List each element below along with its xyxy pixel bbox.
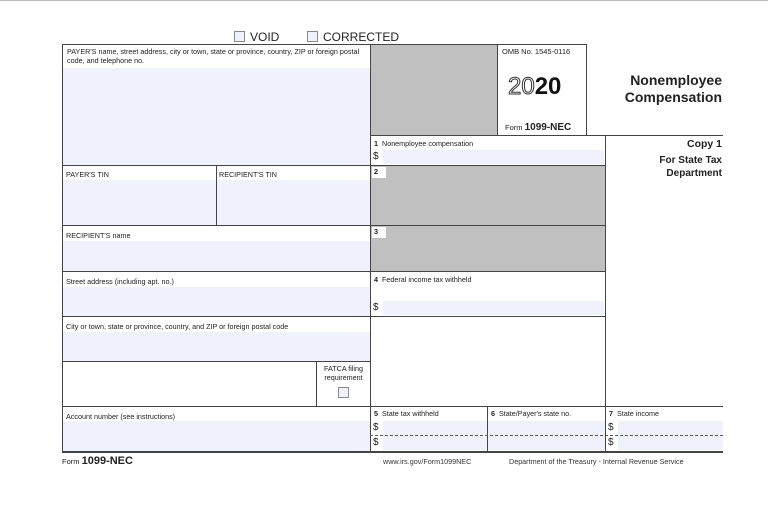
corrected-label: CORRECTED (323, 30, 400, 44)
top-divider (0, 0, 768, 1)
payer-label: PAYER'S name, street address, city or town, state or province, country, ZIP or foreign postal code, and telephone no. (67, 47, 360, 65)
footer-form-prefix: Form (62, 457, 80, 466)
form-name: 1099-NEC (524, 122, 572, 133)
year-outline: 20 (508, 73, 535, 100)
box6-input-1[interactable] (488, 421, 605, 435)
city-label: City or town, state or province, country, and ZIP or foreign postal code (66, 322, 289, 331)
box2-shaded (371, 166, 605, 225)
year-bold: 20 (534, 73, 562, 100)
box7-dollar-2: $ (608, 437, 614, 448)
omb-form-id (505, 122, 571, 133)
box4-dollar: $ (373, 302, 379, 313)
omb-left-border (497, 44, 498, 135)
street-input[interactable] (63, 287, 370, 316)
box5-input-2[interactable] (383, 436, 487, 450)
box4-input[interactable] (383, 301, 604, 315)
account-row-top (62, 406, 723, 407)
footer-dept: Department of the Treasury - Internal Revenue Service (509, 457, 684, 466)
payer-tin-label: PAYER'S TIN (66, 170, 109, 179)
recipient-name-input[interactable] (63, 241, 370, 271)
box7-dollar-1: $ (608, 422, 614, 433)
account-input[interactable] (63, 421, 370, 451)
footer-url[interactable]: www.irs.gov/Form1099NEC (383, 457, 472, 466)
tax-year (508, 73, 561, 101)
box7-label: 7 State income (609, 409, 659, 418)
account-label: Account number (see instructions) (66, 412, 176, 421)
copy-dept-label: Department (666, 168, 722, 179)
void-label: VOID (250, 30, 280, 44)
omb-number: OMB No. 1545-0116 (502, 47, 571, 56)
omb-right-border (586, 44, 587, 135)
payer-tin-input[interactable] (63, 180, 216, 225)
box5-label: 5 State tax withheld (374, 409, 439, 418)
payer-input[interactable] (63, 68, 370, 165)
copy-info (610, 138, 722, 180)
box1-dollar: $ (373, 151, 379, 162)
fatca-checkbox[interactable] (338, 387, 349, 398)
box3-shaded (371, 226, 605, 271)
box5-dollar-2: $ (373, 437, 379, 448)
box7-input-1[interactable] (618, 421, 723, 435)
box1-input[interactable] (383, 150, 604, 164)
city-row-top (62, 316, 605, 317)
recipient-name-label: RECIPIENT'S name (66, 231, 131, 240)
copy-label: Copy 1 (686, 138, 722, 150)
corrected-checkbox[interactable] (307, 31, 318, 42)
footer-form-name: 1099-NEC (81, 455, 133, 467)
state-row-divider (370, 435, 723, 436)
box1-top-border (370, 135, 723, 136)
title-line1: Nonemployee (630, 72, 722, 88)
city-input[interactable] (63, 332, 370, 361)
box4-label: 4 Federal income tax withheld (374, 275, 472, 284)
recipient-tin-label: RECIPIENT'S TIN (219, 170, 277, 179)
shaded-area-top (371, 45, 497, 135)
box5-dollar-1: $ (373, 422, 379, 433)
fatca-row-top (62, 361, 370, 362)
form-title (600, 72, 722, 106)
box6-label: 6 State/Payer's state no. (491, 409, 572, 418)
form-top-border (62, 44, 370, 45)
copy-for-label: For State Tax (659, 155, 722, 166)
void-checkbox[interactable] (234, 31, 245, 42)
box6-input-2[interactable] (488, 436, 605, 450)
footer-form-id (62, 455, 133, 467)
title-line2: Compensation (624, 89, 722, 105)
box7-input-2[interactable] (618, 436, 723, 450)
box3-label: 3 (372, 227, 386, 238)
box1-label: 1 Nonemployee compensation (374, 139, 474, 148)
recipient-tin-input[interactable] (217, 180, 370, 225)
street-row-top (62, 271, 605, 272)
box5-input-1[interactable] (383, 421, 487, 435)
fatca-label: FATCA filing requirement (323, 364, 363, 382)
box2-label: 2 (372, 167, 386, 178)
street-label: Street address (including apt. no.) (66, 277, 174, 286)
form-prefix: Form (505, 123, 523, 132)
form-bottom-border (62, 451, 723, 453)
